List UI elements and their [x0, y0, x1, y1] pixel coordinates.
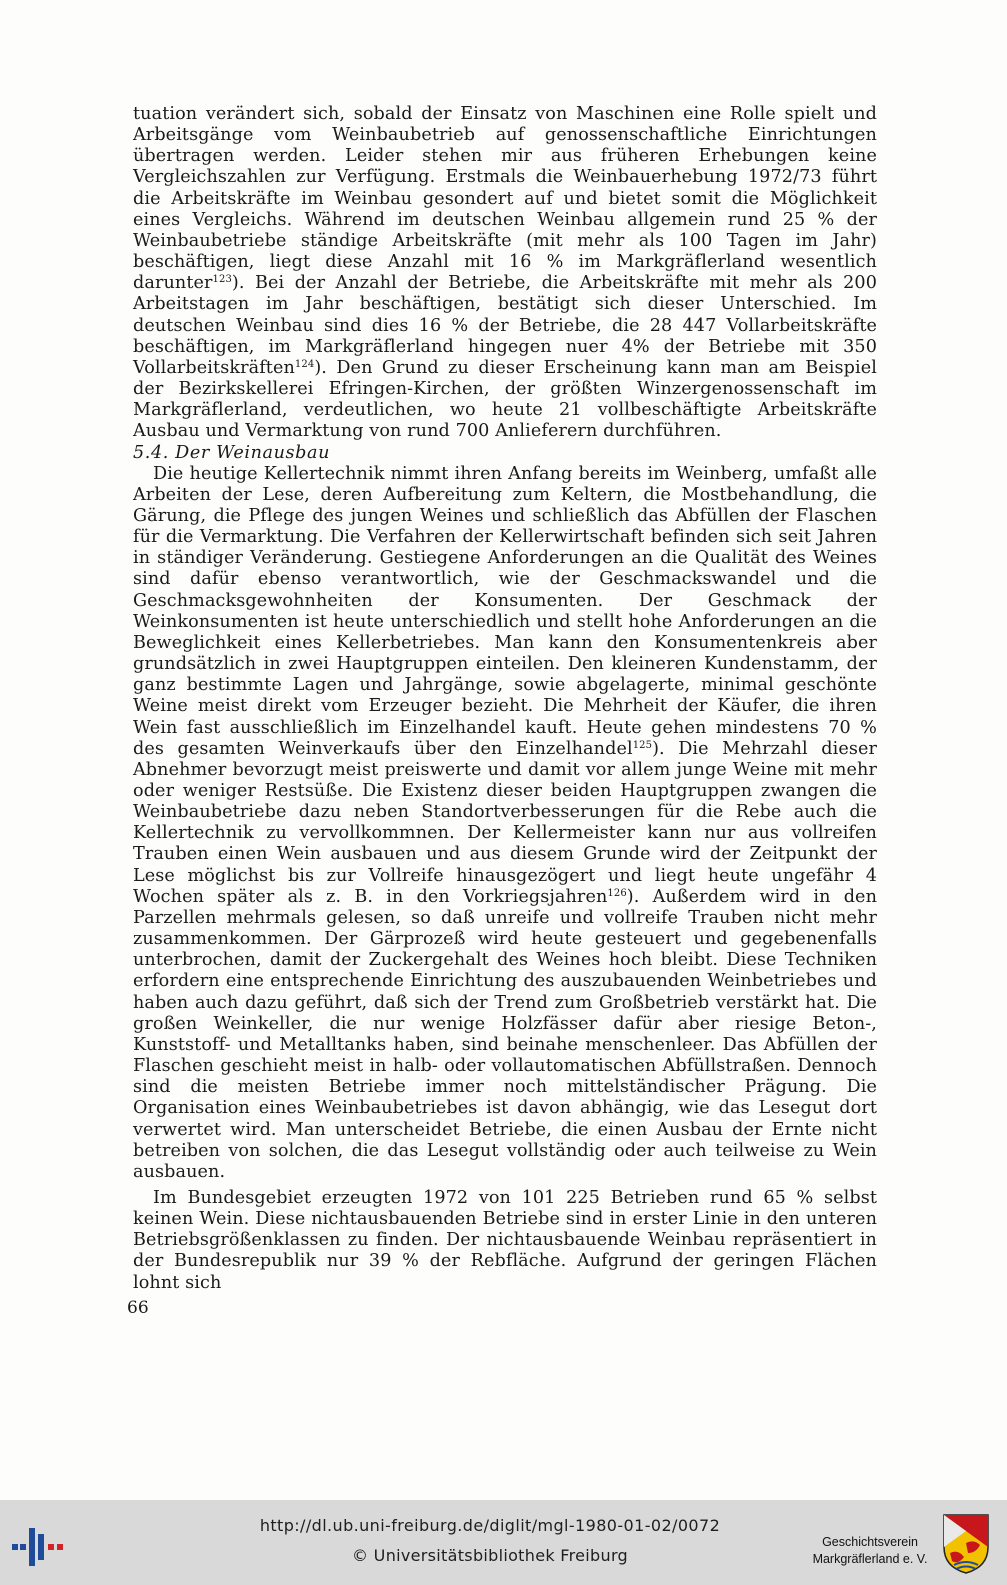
paragraph-2-text-c: ). Außerdem wird in den Parzellen mehrmals gelesen, so daß unreife und vollreife Trauben nicht mehr zusammenkommen. Der Gärprozeß wird heute gesteuert und gegebenenfalls unterbrochen, damit der Zuckergehalt des Weines hoch bleibt. Diese Techniken erfordern eine entsprechende Einrichtung des auszubauenden Weinbetriebes und haben auch dazu geführt, daß sich der Trend zum Großbetrieb verstärkt hat. Die großen Weinkeller, die nur wenige Holzfässer dafür aber riesige Beton-, Kunststoff- und Metalltanks haben, sind beinahe menschenleer. Das Abfüllen der Flaschen geschieht meist in halb- oder vollautomatischen Abfüllstraßen. Dennoch sind die meisten Betriebe immer noch mittelständischer Prägung. Die Organisation eines Weinbaubetriebes ist davon abhängig, wie das Lesegut dort verwertet wird. Man unterscheidet Betriebe, die einen Ausbau der Ernte nicht betreiben von solchen, die das Lesegut vollständig oder auch teilweise zu Wein ausbauen. [133, 886, 877, 1182]
paragraph-3: Im Bundesgebiet erzeugten 1972 von 101 225 Betrieben rund 65 % selbst keinen Wein. Diese nichtausbauenden Betriebe sind in erster Linie in den unteren Betriebsgrößenklassen zu finden. Der nichtausbauende Weinbau repräsentiert in der Bundesrepublik nur 39 % der Rebfläche. Aufgrund der geringen Flächen lohnt sich [133, 1187, 877, 1293]
paragraph-1-text-b: ). Bei der Anzahl der Betriebe, die Arbeitskräfte mit mehr als 200 Arbeitstagen im Jahr beschäftigen, bestätigt sich dieser Unterschied. Im deutschen Weinbau sind dies 16 % der Betriebe, die 28 447 Vollarbeitskräfte beschäftigen, im Markgräflerland hingegen nuer 4% der Betriebe mit 350 Vollarbeitskräften [133, 273, 877, 378]
footnote-ref-125: 125 [632, 739, 653, 751]
paragraph-1 [133, 104, 877, 443]
paragraph-2 [133, 464, 877, 1183]
society-name [805, 1534, 935, 1568]
paragraph-1-text-c: ). Den Grund zu dieser Erscheinung kann man am Beispiel der Bezirkskellerei Efringen-Kirchen, der größten Winzergenossenschaft im Markgräflerland, verdeutlichen, wo heute 21 vollbeschäftigte Arbeitskräfte Ausbau und Vermarktung von rund 700 Anlieferern durchführen. [133, 357, 877, 442]
society-name-line-2: Markgräflerland e. V. [812, 1552, 928, 1566]
society-name-line-1: Geschichtsverein [822, 1535, 918, 1549]
society-crest-icon [942, 1513, 990, 1575]
section-heading: 5.4. Der Weinausbau [133, 442, 331, 463]
ub-freiburg-logo-icon [12, 1528, 64, 1566]
page-number: 66 [127, 1298, 149, 1318]
body-text [133, 104, 877, 1294]
copyright-text: © Universitätsbibliothek Freiburg [352, 1546, 628, 1565]
footnote-ref-123: 123 [212, 274, 232, 286]
paragraph-2-text-a: Die heutige Kellertechnik nimmt ihren Anfang bereits im Weinberg, umfaßt alle Arbeiten der Lese, deren Aufbereitung zum Keltern, die Mostbehandlung, die Gärung, die Pflege des jungen Weines und schließlich das Abfüllen der Flaschen für die Vermarktung. Die Verfahren der Kellerwirtschaft befinden sich seit Jahren in ständiger Veränderung. Gestiegene Anforderungen an die Qualität des Weines sind dafür ebenso verantwortlich, wie der Geschmackswandel und die Geschmacksgewohnheiten der Konsumenten. Der Geschmack der Weinkonsumenten ist heute unterschiedlich und stellt hohe Anforderungen an die Beweglichkeit eines Kellerbetriebes. Man kann den Konsumentenkreis aber grundsätzlich in zwei Hauptgruppen einteilen. Den kleineren Kundenstamm, der ganz bestimmte Lagen und Jahrgänge, sowie abgelagerte, minimal geschönte Weine meist direkt vom Erzeuger bezieht. Die Mehrheit der Käufer, die ihren Wein fast ausschließlich im Einzelhandel kauft. Heute gehen mindestens 70 % des gesamten Weinverkaufs über den Einzelhandel [133, 463, 877, 759]
footnote-ref-124: 124 [294, 358, 315, 370]
paragraph-2-text-b: ). Die Mehrzahl dieser Abnehmer bevorzugt meist preiswerte und damit vor allem junge Weine mit mehr oder weniger Restsüße. Die Existenz dieser beiden Hauptgruppen zwangen die Weinbaubetriebe dazu neben Standortverbesserungen für die Rebe auch die Kellertechnik zu vervollkommnen. Der Kellermeister kann nur aus vollreifen Trauben einen Wein ausbauen und aus diesem Grunde wird der Zeitpunkt der Lese möglichst bis zur Vollreife hinausgezögert und liegt heute ungefähr 4 Wochen später als z. B. in den Vorkriegsjahren [133, 738, 877, 907]
footnote-ref-126: 126 [607, 887, 627, 899]
source-url-link[interactable]: http://dl.ub.uni-freiburg.de/diglit/mgl-1980-01-02/0072 [259, 1516, 721, 1535]
paragraph-1-text-a: tuation verändert sich, sobald der Einsatz von Maschinen eine Rolle spielt und Arbeitsgänge vom Weinbaubetrieb auf genossenschaftliche Einrichtungen übertragen werden. Leider stehen mir aus früheren Erhebungen keine Vergleichszahlen zur Verfügung. Erstmals die Weinbauerhebung 1972/73 führt die Arbeitskräfte im Weinbau gesondert auf und bietet somit die Möglichkeit eines Vergleichs. Während im deutschen Weinbau allgemein rund 25 % der Weinbaubetriebe ständige Arbeitskräfte (mit mehr als 100 Tagen im Jahr) beschäftigen, liegt diese Anzahl mit 16 % im Markgräflerland wesentlich darunter [133, 104, 877, 294]
